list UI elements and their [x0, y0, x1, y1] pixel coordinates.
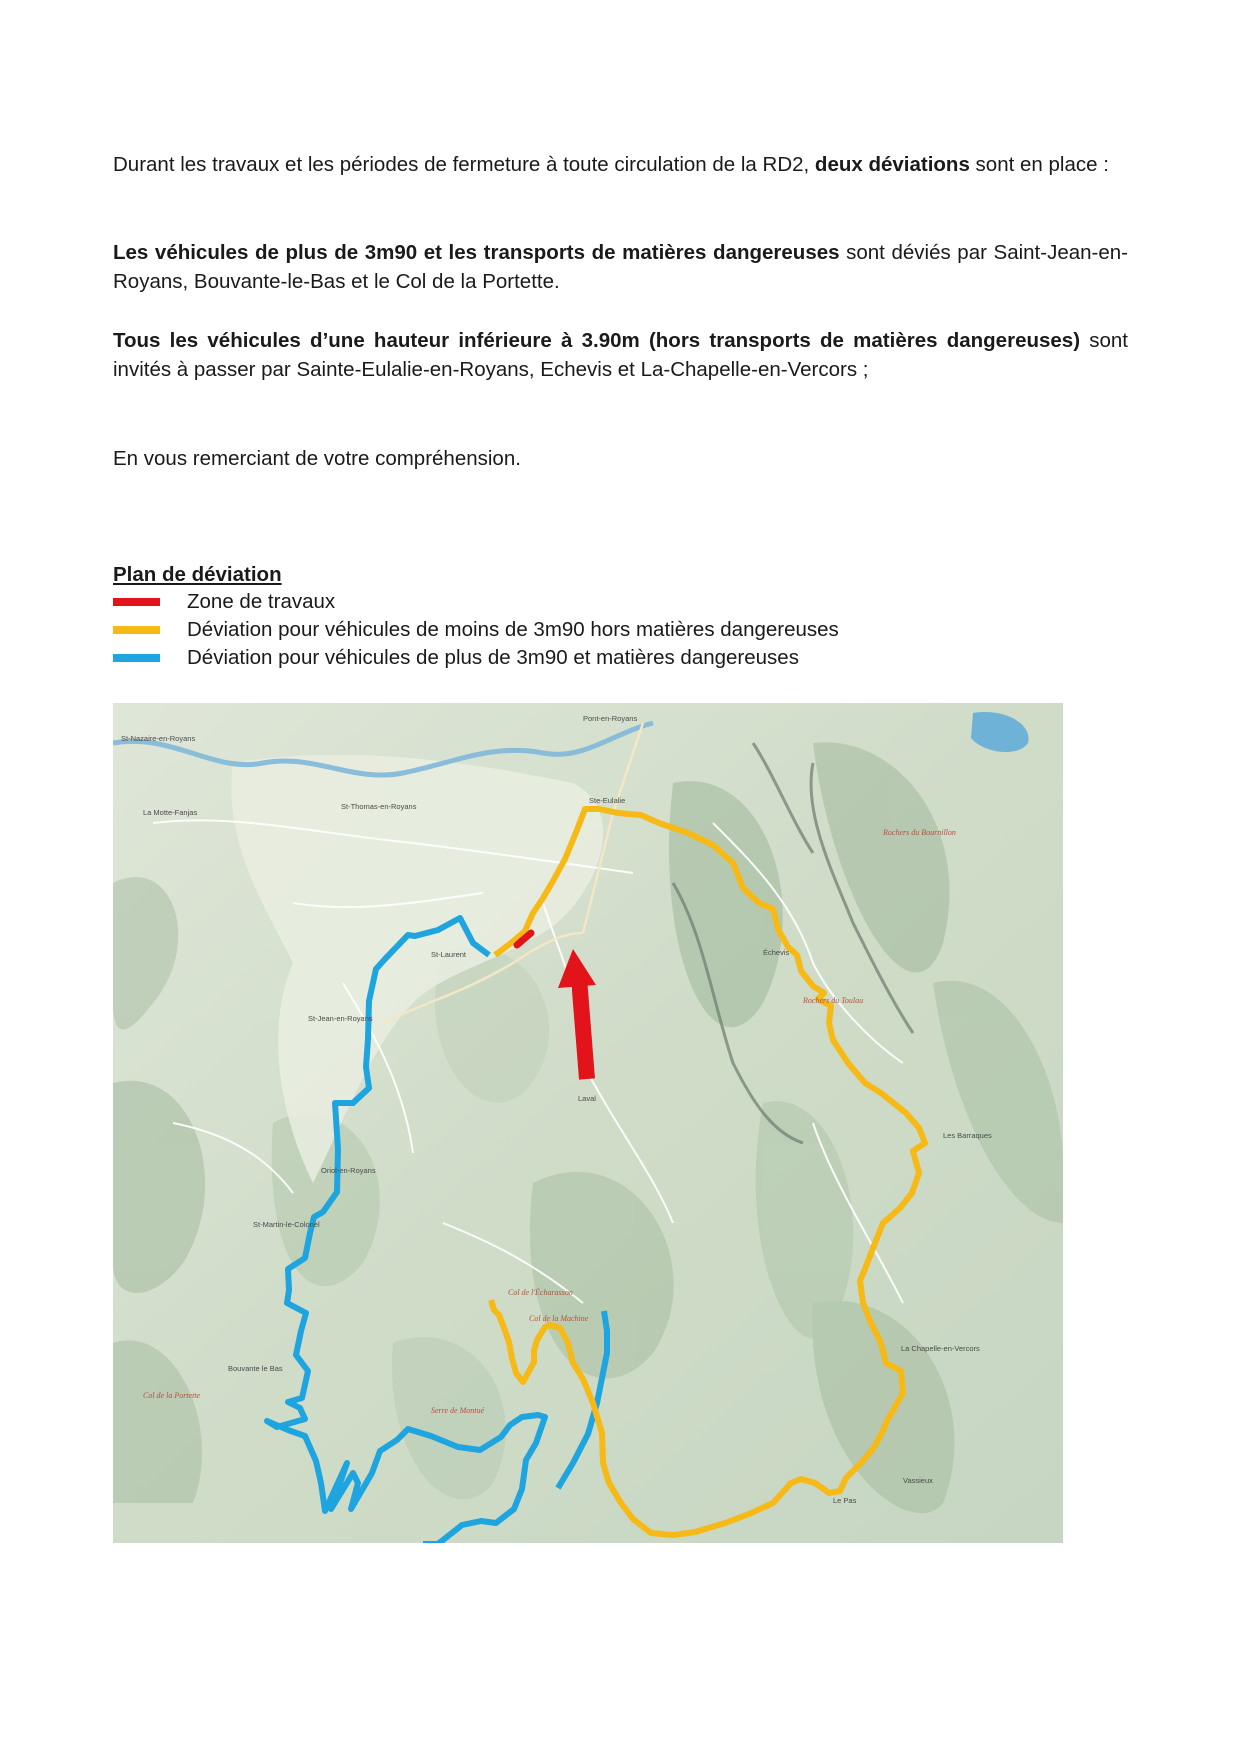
label-bouvante: Bouvante le Bas [228, 1364, 283, 1373]
legend-item-yellow-route [113, 616, 1013, 644]
legend-label-works: Zone de travaux [187, 590, 336, 613]
legend-swatch-blue [113, 654, 160, 662]
light-vehicles-paragraph [113, 326, 1128, 384]
label-st-laurent: St-Laurent [431, 950, 467, 959]
label-les-barraques: Les Barraques [943, 1131, 992, 1140]
label-rochers-toulau: Rochers du Toulau [803, 996, 864, 1005]
label-col-machine: Col de la Machine [529, 1314, 589, 1323]
intro-paragraph [113, 150, 1128, 179]
closing-paragraph: En vous remerciant de votre compréhension. [113, 447, 521, 470]
label-st-thomas: St-Thomas-en-Royans [341, 802, 417, 811]
label-st-nazaire: St-Nazaire-en-Royans [121, 734, 196, 743]
label-la-motte: La Motte-Fanjas [143, 808, 198, 817]
legend-item-blue-route [113, 644, 1013, 672]
label-st-jean: St-Jean-en-Royans [308, 1014, 373, 1023]
label-laval: Laval [578, 1094, 596, 1103]
intro-text-end: sont en place : [969, 153, 1109, 176]
heavy-vehicles-bold: Les véhicules de plus de 3m90 et les transports de matières dangereuses [113, 241, 840, 264]
heavy-vehicles-text: sont déviés par Saint-Jean-en-Royans, Bouvante-le-Bas et le Col de la Portette. [113, 241, 1128, 293]
legend-swatch-red [113, 598, 160, 606]
label-col-portette: Col de la Portette [143, 1391, 201, 1400]
deviation-map [113, 703, 1063, 1543]
label-echevis: Échevis [763, 948, 790, 957]
label-pont-en-royans: Pont-en-Royans [583, 714, 638, 723]
heavy-vehicles-paragraph [113, 238, 1128, 296]
label-le-pas: Le Pas [833, 1496, 857, 1505]
legend-title: Plan de déviation [113, 563, 282, 586]
arrow-shaft [579, 978, 587, 1079]
label-la-chapelle: La Chapelle-en-Vercors [901, 1344, 980, 1353]
intro-text-start: Durant les travaux et les périodes de fermeture à toute circulation de la RD2, [113, 153, 815, 176]
legend-label-blue-route: Déviation pour véhicules de plus de 3m90 et matières dangereuses [187, 646, 799, 669]
light-vehicles-bold: Tous les véhicules d’une hauteur inférieure à 3.90m (hors transports de matières dangereuses) [113, 329, 1081, 352]
label-ste-eulalie: Ste-Eulalie [589, 796, 626, 805]
label-col-echarasson: Col de l'Écharasson [508, 1288, 573, 1297]
label-rochers-bournillon: Rochers du Bournillon [883, 828, 956, 837]
light-vehicles-text: sont invités à passer par Sainte-Eulalie-en-Royans, Echevis et La-Chapelle-en-Vercors ; [113, 329, 1129, 381]
label-serre-montue: Serre de Montué [431, 1406, 485, 1415]
label-vassieux: Vassieux [903, 1476, 933, 1485]
legend-label-yellow-route: Déviation pour véhicules de moins de 3m90 hors matières dangereuses [187, 618, 839, 641]
intro-bold-deviations: deux déviations [814, 153, 970, 176]
legend-swatch-yellow [113, 626, 160, 634]
legend-item-works [113, 588, 1013, 616]
label-oriol: Oriol-en-Royans [321, 1166, 376, 1175]
label-st-martin: St-Martin-le-Colonel [253, 1220, 320, 1229]
